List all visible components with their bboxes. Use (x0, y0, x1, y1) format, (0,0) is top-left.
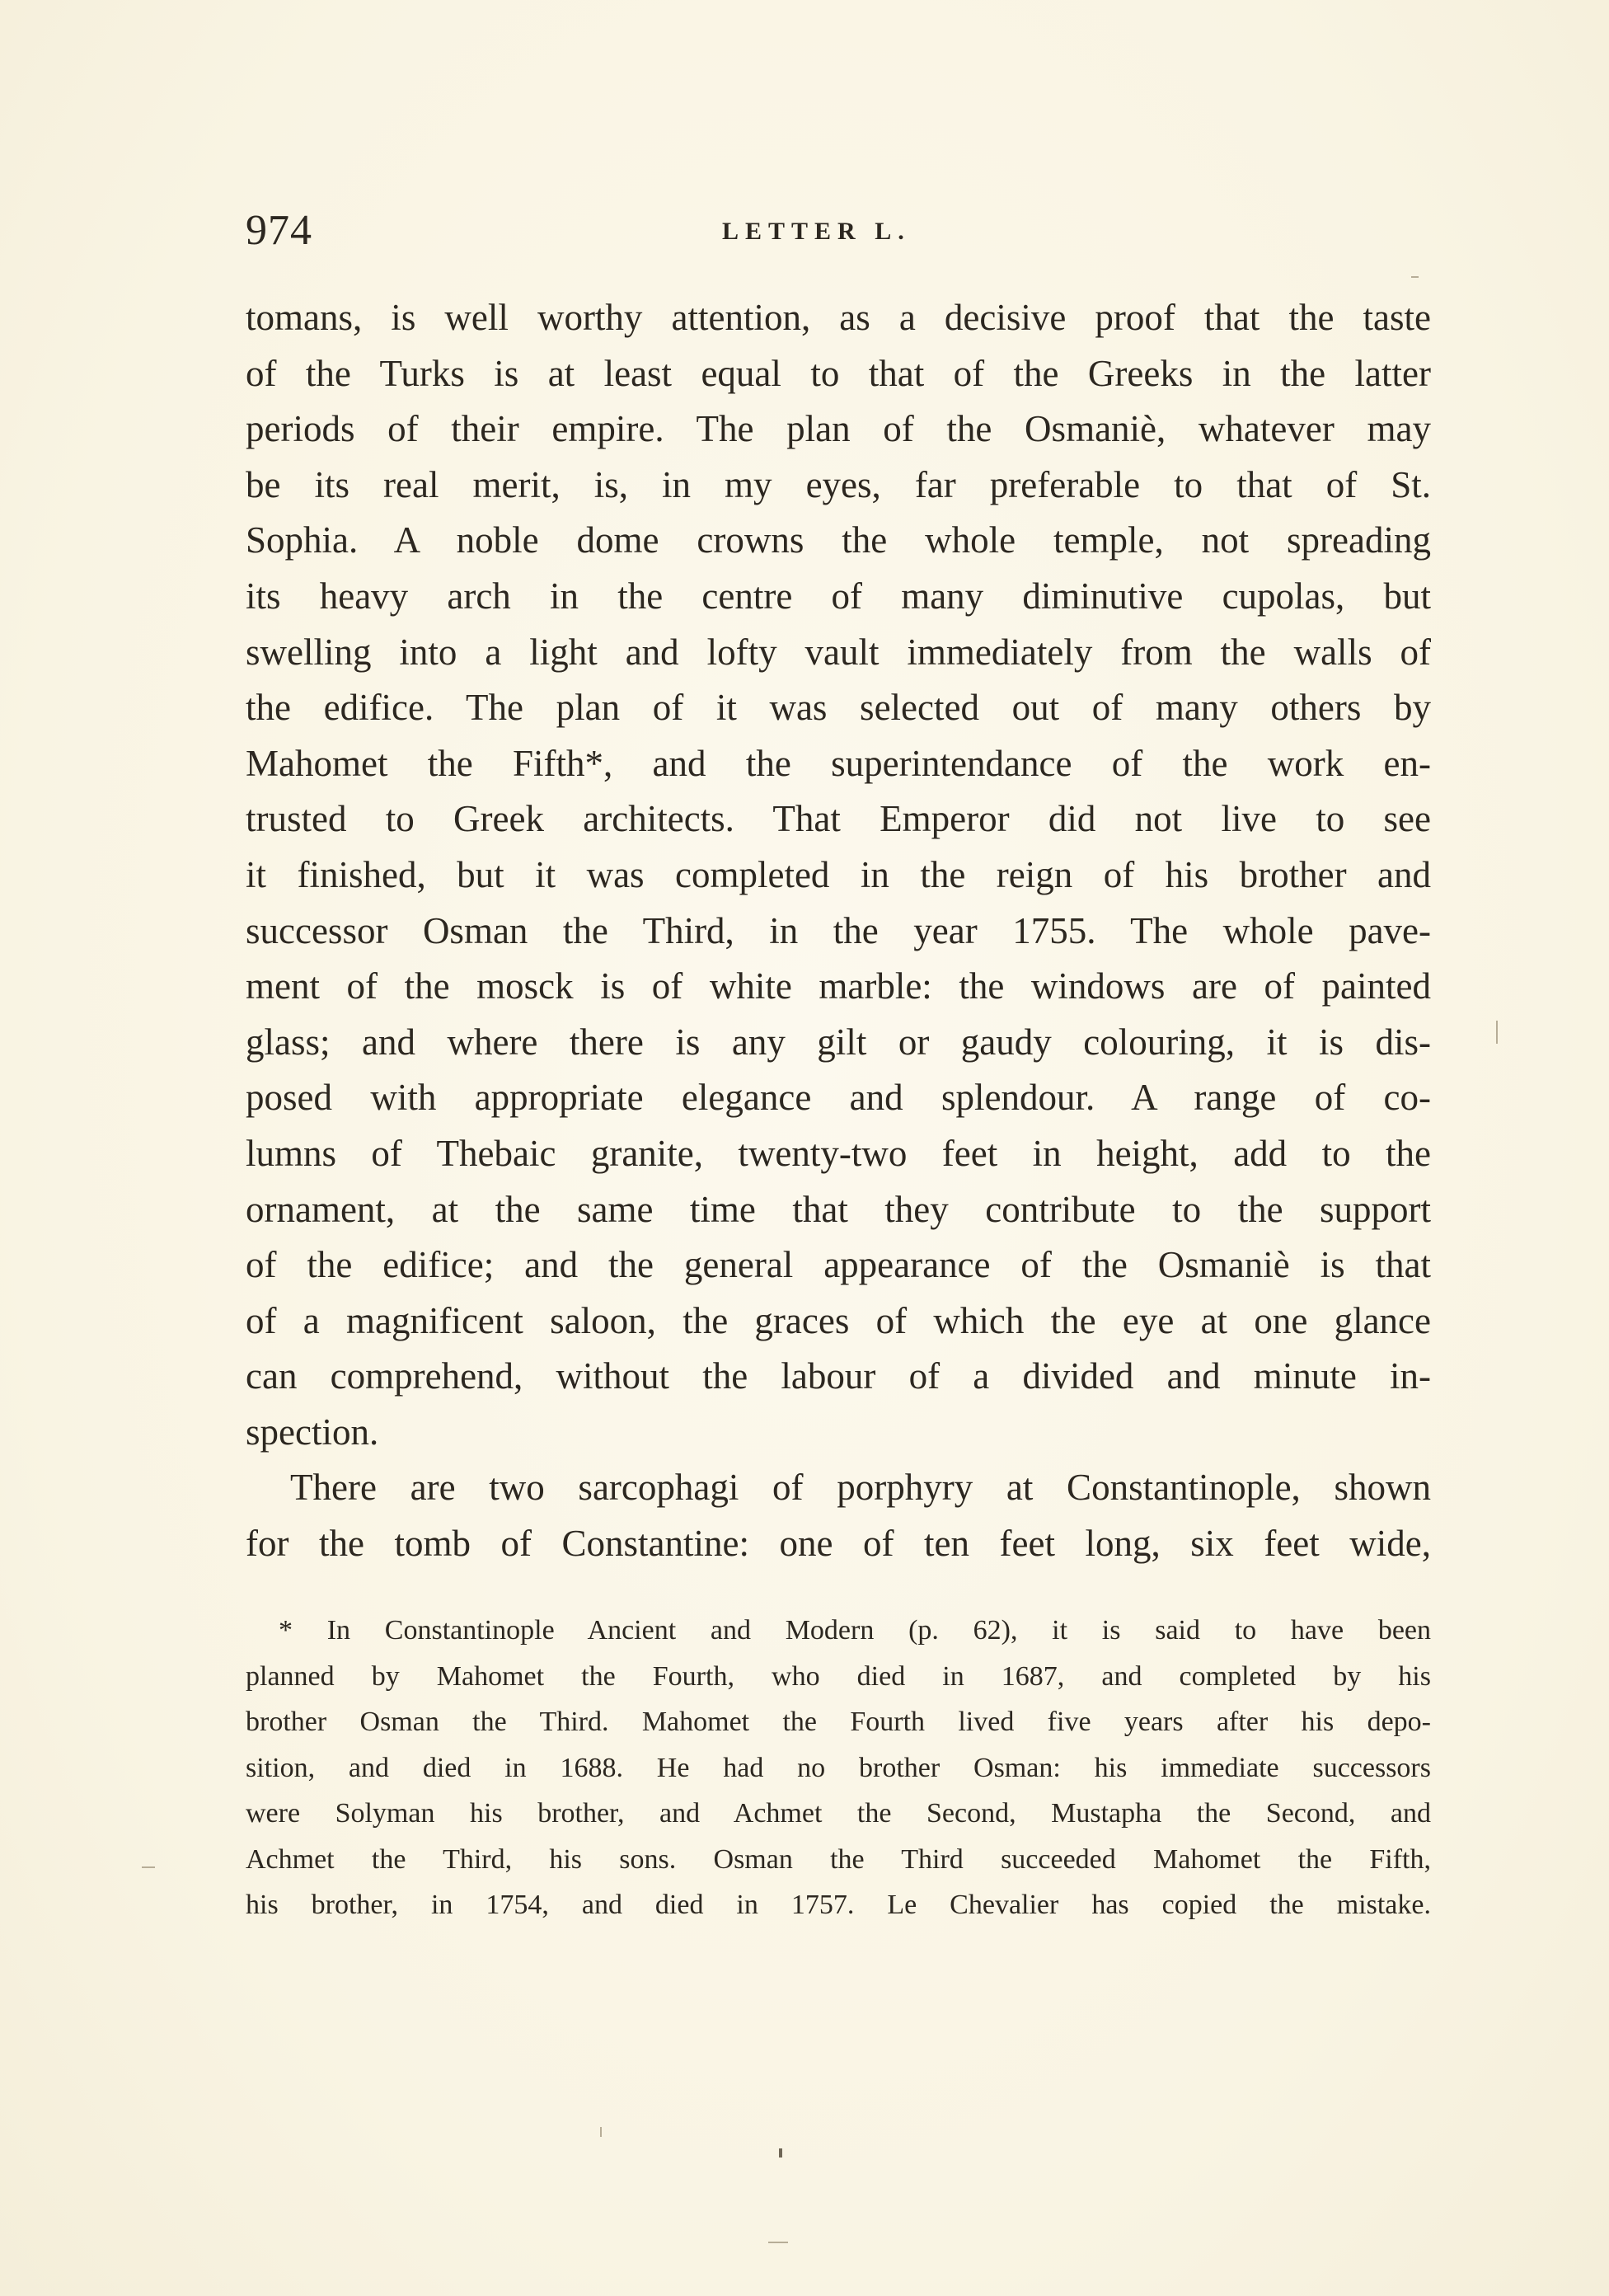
text-line: tomans, is well worthy attention, as a decisive proof that the taste (246, 297, 1431, 338)
text-line: can comprehend, without the labour of a divided and minute in- (246, 1355, 1431, 1397)
text-line: its heavy arch in the centre of many diminutive cupolas, but (246, 575, 1431, 617)
page-speck (779, 2148, 782, 2157)
margin-mark (1496, 1021, 1498, 1044)
text-line: lumns of Thebaic granite, twenty-two feet in height, add to the (246, 1132, 1431, 1174)
text-line: glass; and where there is any gilt or gaudy colouring, it is dis- (246, 1021, 1431, 1063)
margin-mark (142, 1866, 155, 1868)
text-line: of a magnificent saloon, the graces of which the eye at one glance (246, 1299, 1431, 1341)
text-line: of the edifice; and the general appearance of the Osmaniè is that (246, 1244, 1431, 1286)
footnote-line: sition, and died in 1688. He had no brother Osman: his immediate successors (246, 1752, 1431, 1783)
footnote (246, 1608, 1431, 1928)
footnote-line: his brother, in 1754, and died in 1757. Le Chevalier has copied the mistake. (246, 1890, 1431, 1920)
text-line: successor Osman the Third, in the year 1755. The whole pave- (246, 909, 1431, 951)
text-line: posed with appropriate elegance and splendour. A range of co- (246, 1077, 1431, 1119)
text-line: of the Turks is at least equal to that of the Greeks in the latter (246, 352, 1431, 394)
text-line: it finished, but it was completed in the reign of his brother and (246, 853, 1431, 895)
text-line: Mahomet the Fifth*, and the superintendance of the work en- (246, 742, 1431, 784)
text-line: for the tomb of Constantine: one of ten feet long, six feet wide, (246, 1523, 1431, 1565)
text-line: be its real merit, is, in my eyes, far preferable to that of St. (246, 463, 1431, 505)
text-line: swelling into a light and lofty vault immediately from the walls of (246, 631, 1431, 673)
footnote-line: Achmet the Third, his sons. Osman the Third succeeded Mahomet the Fifth, (246, 1843, 1431, 1875)
text-line: There are two sarcophagi of porphyry at Constantinople, shown (290, 1467, 1431, 1509)
text-line: spection. (246, 1411, 379, 1453)
text-line: ment of the mosck is of white marble: the windows are of painted (246, 965, 1431, 1007)
footnote-line: brother Osman the Third. Mahomet the Fourth lived five years after his depo- (246, 1707, 1431, 1737)
running-head: LETTER L. (722, 218, 911, 245)
text-line: trusted to Greek architects. That Emperor did not live to see (246, 798, 1431, 840)
page-speck (600, 2127, 602, 2137)
text-line: ornament, at the same time that they contribute to the support (246, 1188, 1431, 1230)
page-speck (768, 2242, 788, 2243)
text-line: periods of their empire. The plan of the Osmaniè, whatever may (246, 408, 1431, 450)
body-text (246, 290, 1431, 1572)
footnote-line: * In Constantinople Ancient and Modern (p. 62), it is said to have been (279, 1615, 1431, 1646)
text-line: Sophia. A noble dome crowns the whole temple, not spreading (246, 519, 1431, 561)
margin-mark (1411, 276, 1419, 278)
page-header (246, 206, 1433, 264)
page-number: 974 (246, 207, 312, 254)
footnote-line: planned by Mahomet the Fourth, who died in 1687, and completed by his (246, 1660, 1431, 1692)
text-line: the edifice. The plan of it was selected out of many others by (246, 687, 1431, 729)
footnote-line: were Solyman his brother, and Achmet the Second, Mustapha the Second, and (246, 1798, 1431, 1829)
